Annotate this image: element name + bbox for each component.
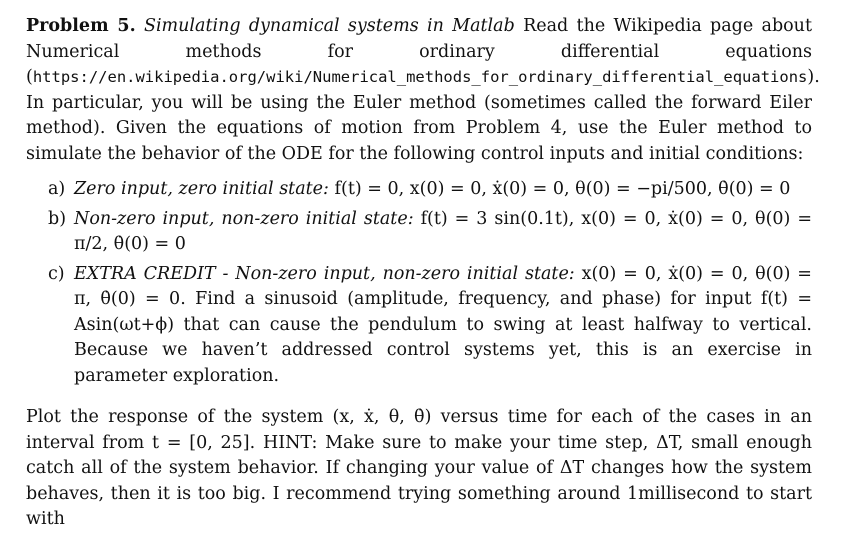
closing-paragraph: Plot the response of the system (x, ẋ, θ, θ̇) versus time for each of the cases in an interval from t = [0, 25]. HINT: Make sure to make your time step, ΔT, small enough catch all of the system behavior. If changing your value of ΔT changes how the system behaves, then it is too big. I recommend trying something around 1millisecond to start with [26, 407, 812, 529]
problem-document [26, 14, 820, 533]
intro-text-b: ). In particular, you will be using the Euler method (sometimes called the forward Eiler method). Given the equations of motion from Problem 4, use the Euler method to simulate the behavior of the ODE for the following control inputs and initial conditions: [26, 67, 820, 164]
wikipedia-link[interactable]: https://en.wikipedia.org/wiki/Numerical_methods_for_ordinary_differential_equations [32, 68, 808, 86]
case-marker: c) [48, 263, 65, 284]
case-lead: EXTRA CREDIT - Non-zero input, non-zero initial state: [74, 263, 575, 284]
problem-title: Problem 5. [26, 16, 136, 36]
case-math: f(t) = 3 sin(0.1t), x(0) = 0, ẋ(0) = 0, θ(0) = π/2, θ̇(0) = 0 [74, 208, 812, 254]
case-list [26, 177, 812, 389]
intro-text-a: Read the Wikipedia page about Numerical methods for ordinary differential equations ( [26, 16, 812, 87]
case-lead: Zero input, zero initial state: [74, 179, 329, 199]
case-item-c [26, 262, 812, 390]
case-math: x(0) = 0, ẋ(0) = 0, θ(0) = π, θ̇(0) = 0. [74, 263, 812, 309]
case-math: f(t) = 0, x(0) = 0, ẋ(0) = 0, θ(0) = −pi/500, θ̇(0) = 0 [334, 179, 791, 199]
case-marker: a) [48, 179, 66, 199]
problem-intro [26, 14, 820, 167]
problem-subtitle: Simulating dynamical systems in Matlab [143, 16, 515, 36]
case-item-a [26, 177, 812, 203]
case-marker: b) [48, 208, 67, 229]
case-rest: Find a sinusoid (amplitude, frequency, and phase) for input f(t) = Asin(ωt+ϕ) that can cause the pendulum to swing at least halfway to vertical. Because we haven’t addressed control systems yet, this is an exercise in parameter exploration. [74, 289, 812, 386]
case-lead: Non-zero input, non-zero initial state: [74, 208, 414, 229]
case-item-b [26, 207, 812, 258]
